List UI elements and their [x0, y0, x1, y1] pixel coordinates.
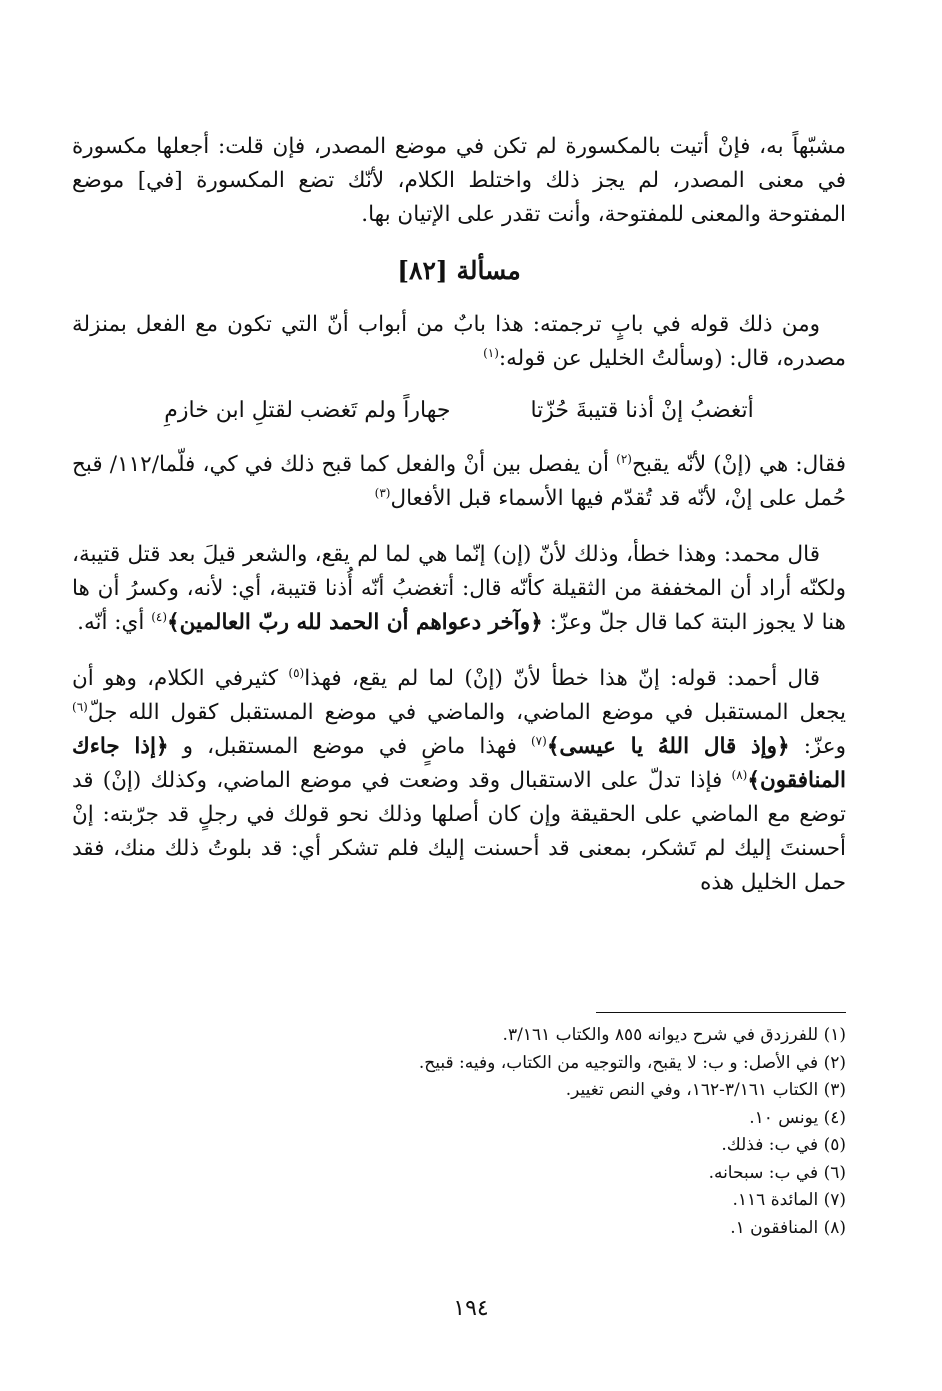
footnote-6: (٦) في ب: سبحانه.: [708, 1162, 846, 1183]
footnote-5: (٥) في ب: فذلك.: [721, 1135, 846, 1155]
quran-quote-2: ﴿وإذ قال اللهُ يا عيسى﴾: [546, 734, 790, 759]
paragraph-1: [72, 130, 846, 232]
paragraph-5-text-e: فإذا تدلّ على الاستقبال وقد وضعت في موضع الماضي، وكذلك (إنْ) قد توضع مع الماضي على الحقيقة وإن كان أصلها وذلك نحو قولك في رجلٍ قد جرّبته: إنْ أحسنتَ إليك لم تَشكر، بمعنى قد أحسنت إليك فلم تشكر أي: قد بلوتُ ذلك منك، فقد حمل الخليل هذه: [72, 768, 846, 895]
paragraph-5-text-b: كثيرفي الكلام، وهو أن يجعل المستقبل في موضع الماضي، والماضي في موضع المستقبل كقول الله جلّ: [72, 666, 846, 725]
verse-second-hemistich: جهاراً ولم تَغضب لقتلِ ابن خازمِ: [164, 398, 451, 423]
footnote-ref-2[interactable]: (٢): [616, 451, 632, 466]
paragraph-5-text-c: وعزّ:: [789, 734, 847, 759]
footnote-ref-5[interactable]: (٥): [288, 665, 305, 680]
footnote-2: (٢) في الأصل: و ب: لا يقبح، والتوجيه من الكتاب، وفيه: قبيح.: [418, 1052, 846, 1073]
paragraph-3-text-a: فقال: هي (إنْ) لأنّه يقبح: [631, 452, 846, 477]
paragraph-3-text-b: أن يفصل بين أنْ والفعل كما قبح ذلك في كي، فلّما/١١٢/ قبح حُمل على إنْ، لأنّه قد تُقدّم فيها الأسماء قبل الأفعال: [72, 452, 846, 511]
page-number: ١٩٤: [453, 1296, 489, 1321]
footnote-ref-6[interactable]: (٦): [72, 699, 88, 714]
paragraph-4-text-b: أي: أنّه.: [77, 610, 152, 635]
paragraph-5: [72, 662, 846, 900]
footnote-ref-4[interactable]: (٤): [151, 609, 168, 624]
quran-quote-3: ﴿إذا جاءك المنافقون﴾: [72, 734, 846, 793]
footnote-separator: [596, 1012, 846, 1013]
paragraph-5-text-a: قال أحمد: قوله: إنّ هذا خطأ لأنّ (إنْ) لما لم يقع، فهذا: [304, 666, 820, 691]
page-body: [72, 130, 846, 900]
footnotes-list: [72, 1022, 846, 1242]
footnote-ref-7[interactable]: (٧): [530, 733, 547, 748]
footnote-3: (٣) الكتاب ٣/١٦١-١٦٢، وفي النص تغيير.: [565, 1080, 846, 1100]
footnote-ref-3[interactable]: (٣): [374, 485, 391, 500]
quran-quote-1: ﴿وآخر دعواهم أن الحمد لله ربّ العالمين﴾: [167, 610, 543, 635]
footnote-4: (٤) يونس ١٠.: [749, 1107, 846, 1128]
poetry-verse: [72, 394, 846, 428]
footnote-ref-1[interactable]: (١): [483, 345, 499, 360]
paragraph-5-text-d: فهذا ماضٍ في موضع المستقبل، و: [168, 734, 531, 759]
paragraph-2-text: ومن ذلك قوله في بابٍ ترجمته: هذا بابٌ من أبواب أنّ التي تكون مع الفعل بمنزلة مصدره، قال: (وسألتُ الخليل عن قوله:: [72, 312, 846, 371]
footnote-8: (٨) المنافقون ١.: [730, 1217, 846, 1238]
paragraph-3: [72, 448, 846, 516]
section-heading: مسألة [٨٢]: [397, 256, 521, 285]
footnote-ref-8[interactable]: (٨): [731, 767, 748, 782]
footnote-7: (٧) المائدة ١١٦.: [732, 1190, 846, 1210]
paragraph-1-text: مشبّهاً به، فإنْ أتيت بالمكسورة لم تكن في موضع المصدر، فإن قلت: أجعلها مكسورة في معنى المصدر، لم يجز ذلك واختلط الكلام، لأنّك تضع المكسورة [في] موضع المفتوحة والمعنى للمفتوحة، وأنت تقدر على الإتيان بها.: [72, 134, 846, 227]
paragraph-4-text-a: قال محمد: وهذا خطأ، وذلك لأنّ (إن) إنّما هي لما لم يقع، والشعر قيلَ بعد قتل قتيبة، ولكنّه أراد أن المخففة من الثقيلة كأنّه قال: أتغضبُ أنّه أُذنا قتيبة، أي: لأنه، وكسرُ أن ها هنا لا يجوز البتة كما قال جلّ وعزّ:: [72, 542, 846, 635]
verse-first-hemistich: أتغضبُ إنْ أذنا قتيبةَ حُزّتا: [530, 398, 754, 423]
footnote-1: (١) للفرزدق في شرح ديوانه ٨٥٥ والكتاب ٣/١٦١.: [502, 1025, 846, 1045]
paragraph-2: [72, 308, 846, 376]
paragraph-4: [72, 538, 846, 640]
